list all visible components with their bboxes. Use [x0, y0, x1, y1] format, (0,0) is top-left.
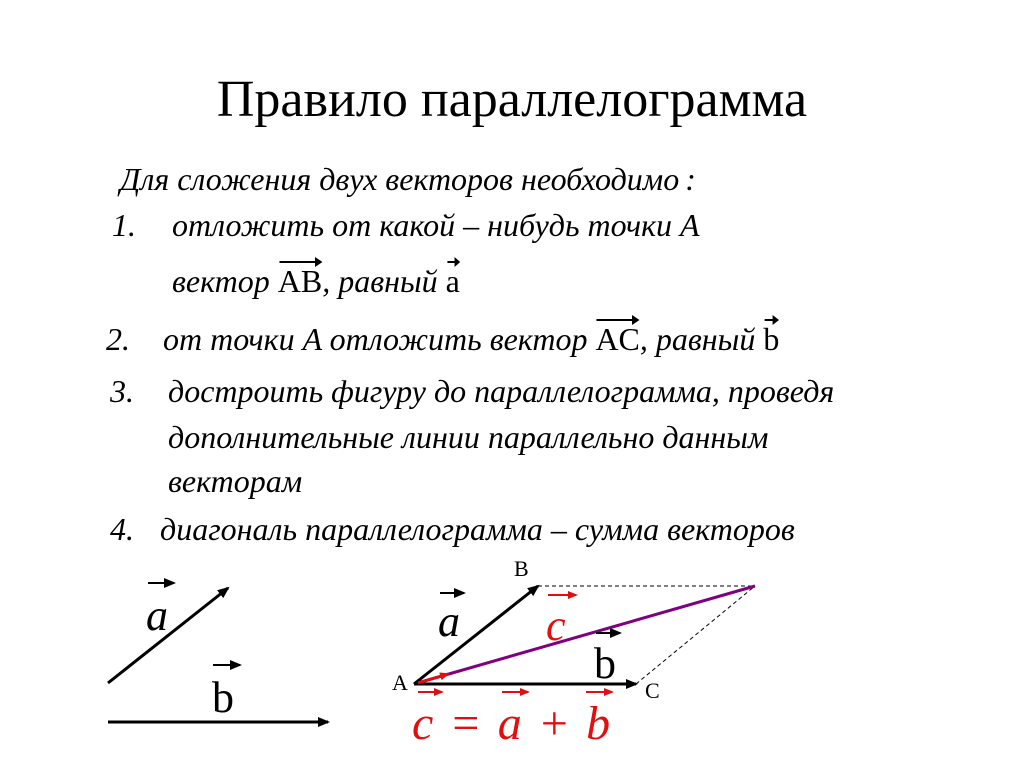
vector-a-left-label: a — [146, 591, 168, 640]
point-c-label: C — [645, 678, 660, 703]
point-b-label: B — [514, 556, 529, 581]
step-1-prefix: вектор — [172, 263, 270, 299]
step-4-number: 4. — [110, 511, 134, 547]
point-a-label: A — [392, 670, 408, 695]
vector-a-right — [414, 586, 538, 684]
step-2-text: от точки A отложить вектор — [163, 321, 588, 357]
step-3-line-3: векторам — [168, 463, 303, 499]
diagonal-c — [414, 586, 755, 684]
step-3-line-1: достроить фигуру до параллелограмма, проведя — [168, 373, 835, 409]
page-title: Правило параллелограмма — [216, 71, 808, 128]
vector-a-label: a — [445, 263, 460, 299]
vector-a-left — [108, 588, 228, 683]
side-cd-dashed — [636, 586, 755, 684]
vector-b-label: b — [763, 321, 780, 357]
step-3-line-2: дополнительные линии параллельно данным — [168, 419, 769, 455]
vector-b-left-label: b — [212, 673, 234, 722]
vector-b-right-label: b — [594, 639, 616, 688]
sum-formula: c = a + b — [412, 697, 613, 750]
step-1-text: отложить от какой – нибудь точки — [172, 207, 673, 243]
step-2-mid: , равный — [639, 321, 756, 357]
vector-c-label: c — [546, 601, 566, 650]
step-3-number: 3. — [110, 373, 134, 409]
step-2-number: 2. — [106, 321, 130, 357]
intro-text: Для сложения двух векторов необходимо — [120, 161, 680, 197]
step-1-number: 1. — [112, 207, 136, 243]
step-1-mid: , равный — [322, 263, 438, 299]
vector-a-right-label: a — [438, 597, 460, 646]
intro-colon: : — [685, 161, 696, 197]
vector-ac-label: AC — [595, 321, 640, 357]
step-1-point: A — [680, 207, 700, 243]
vector-ab-label: AB — [277, 263, 323, 299]
step-4-line: диагональ параллелограмма – сумма векторов — [160, 511, 795, 547]
